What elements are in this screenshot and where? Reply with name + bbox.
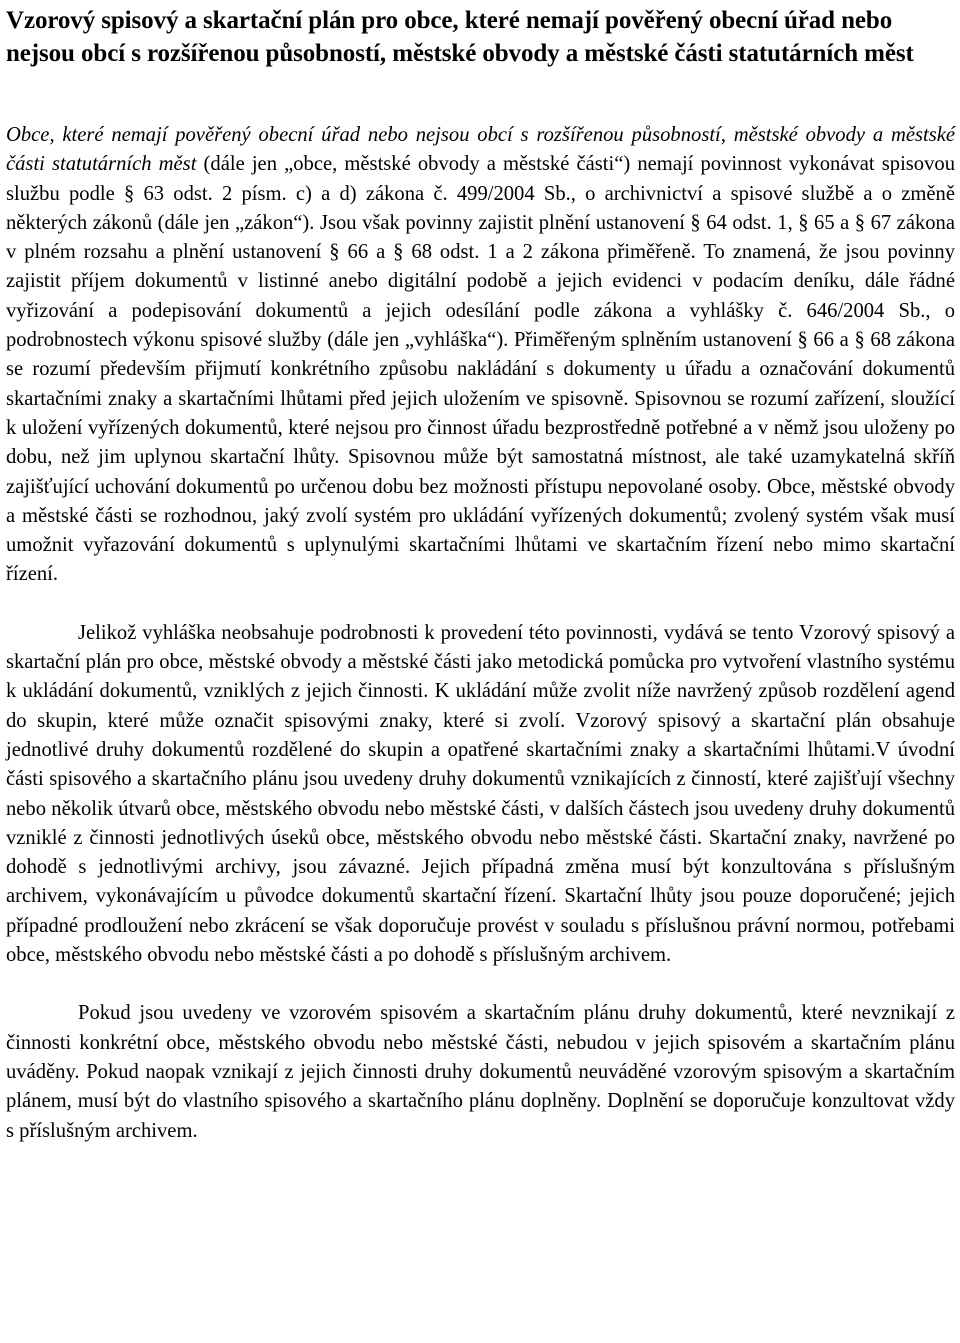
paragraph-methodology: Jelikož vyhláška neobsahuje podrobnosti k provedení této povinnosti, vydává se tento Vzorový spisový a skartační plán pro obce, městské obvody a městské části jako metodická pomůcka pro vytvoření vlastního systému k ukládání dokumentů, vzniklých z jejich činnosti. K ukládání může zvolit níže navržený způsob rozdělení agend do skupin, které může označit spisovými znaky, které si zvolí. Vzorový spisový a skartační plán obsahuje jednotlivé druhy dokumentů rozdělené do skupin a opatřené skartačními znaky a skartačními lhůtami.V úvodní části spisového a skartačního plánu jsou uvedeny druhy dokumentů vznikajících z činností, které zajišťují všechny nebo několik útvarů obce, městského obvodu nebo městské části, v dalších částech jsou uvedeny druhy dokumentů vzniklé z činnosti jednotlivých úseků obce, městského obvodu nebo městské části. Skartační znaky, navržené po dohodě s jednotlivými archivy, jsou závazné. Jejich případná změna musí být konzultována s příslušným archivem, vykonávajícím u původce dokumentů skartační řízení. Skartační lhůty jsou pouze doporučené; jejich případné prodloužení nebo zkrácení se však doporučuje provést v souladu s příslušnou právní normou, potřebami obce, městského obvodu nebo městské části a po dohodě s příslušným archivem.	[6, 621, 955, 967]
paragraph-intro	[6, 121, 955, 590]
paragraph-intro-italic-lead: Obce, které nemají pověřený obecní úřad nebo nejsou obcí s rozšířenou působností, městské obvody a městské části statutárních měst	[6, 124, 955, 176]
document-title: Vzorový spisový a skartační plán pro obce, které nemají pověřený obecní úřad nebo nejsou obcí s rozšířenou působností, městské obvody a městské části statutárních měst	[6, 7, 914, 67]
paragraph-exceptions: Pokud jsou uvedeny ve vzorovém spisovém a skartačním plánu druhy dokumentů, které nevznikají z činnosti konkrétní obce, městského obvodu nebo městské části, nebudou v jejich spisovém a skartačním plánu uváděny. Pokud naopak vznikají z jejich činnosti druhy dokumentů neuváděné vzorovým spisovým a skartačním plánem, musí být do vlastního spisového a skartačního plánu doplněny. Doplnění se doporučuje konzultovat vždy s příslušným archivem.	[6, 1002, 955, 1142]
paragraph-intro-body: (dále jen „obce, městské obvody a městské části“) nemají povinnost vykonávat spisovou službu podle § 63 odst. 2 písm. c) a d) zákona č. 499/2004 Sb., o archivnictví a spisové službě a o změně některých zákonů (dále jen „zákon“). Jsou však povinny zajistit plnění ustanovení § 64 odst. 1, § 65 a § 67 zákona v plném rozsahu a plnění ustanovení § 66 a § 68 odst. 1 a 2 zákona přiměřeně. To znamená, že jsou povinny zajistit příjem dokumentů v listinné anebo digitální podobě a jejich evidenci v podacím deníku, dále řádné vyřizování a podepisování dokumentů a jejich odesílání podle zákona a vyhlášky č. 646/2004 Sb., o podrobnostech výkonu spisové služby (dále jen „vyhláška“). Přiměřeným splněním ustanovení § 66 a § 68 zákona se rozumí především přijmutí konkrétního způsobu nakládání s dokumenty u úřadu a označování dokumentů skartačními znaky a skartačními lhůtami před jejich uložením ve spisovně. Spisovnou se rozumí zařízení, sloužící k uložení vyřízených dokumentů, které nejsou pro činnost úřadu bezprostředně potřebné a v němž jsou uloženy po dobu, než jim uplynou skartační lhůty. Spisovnou může být samostatná místnost, ale také uzamykatelná skříň zajišťující uchování dokumentů po určenou dobu bez možnosti přístupu nepovolané osoby. Obce, městské obvody a městské části se rozhodnou, jaký zvolí systém pro ukládání vyřízených dokumentů; zvolený systém však musí umožnit vyřazování dokumentů s uplynulými skartačními lhůtami ve skartačním řízení nebo mimo skartační řízení.	[6, 153, 955, 586]
document-page	[6, 4, 955, 1146]
